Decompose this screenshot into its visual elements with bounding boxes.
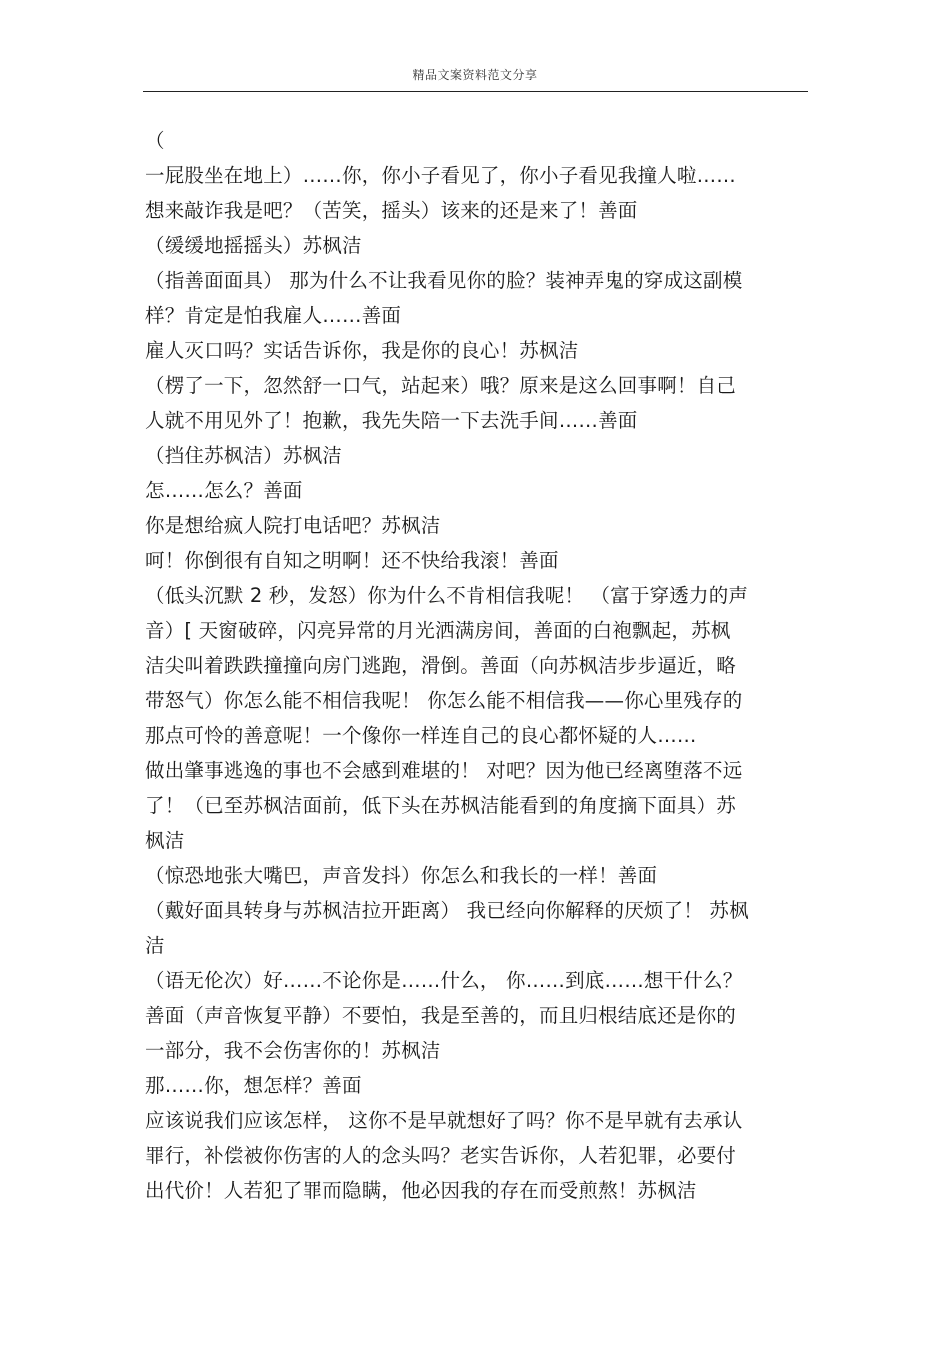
text-line: （ — [145, 129, 165, 152]
text-line: 那点可怜的善意呢！一个像你一样连自己的良心都怀疑的人…… — [145, 724, 697, 747]
text-line: 人就不用见外了！抱歉，我先失陪一下去洗手间……善面 — [145, 409, 638, 432]
text-line: （戴好面具转身与苏枫洁拉开距离） 我已经向你解释的厌烦了！ 苏枫 — [145, 899, 749, 922]
text-line: 雇人灭口吗？实话告诉你，我是你的良心！苏枫洁 — [145, 339, 579, 362]
text-line: 一屁股坐在地上）……你，你小子看见了，你小子看见我撞人啦…… — [145, 164, 737, 187]
text-line: （挡住苏枫洁）苏枫洁 — [145, 444, 343, 467]
page-header-title: 精品文案资料范文分享 — [412, 68, 538, 82]
text-line: 枫洁 — [145, 829, 185, 852]
text-line: 想来敲诈我是吧？（苦笑，摇头）该来的还是来了！善面 — [145, 199, 638, 222]
text-line: 你是想给疯人院打电话吧？苏枫洁 — [145, 514, 441, 537]
text-line: （缓缓地摇摇头）苏枫洁 — [145, 234, 362, 257]
text-line: 那……你，想怎样？善面 — [145, 1074, 362, 1097]
text-line: 善面（声音恢复平静）不要怕，我是至善的，而且归根结底还是你的 — [145, 1004, 737, 1027]
header-divider — [143, 91, 808, 92]
text-line: 做出肇事逃逸的事也不会感到难堪的！ 对吧？因为他已经离堕落不远 — [145, 759, 743, 782]
text-line: 带怒气）你怎么能不相信我呢！ 你怎么能不相信我——你心里残存的 — [145, 689, 743, 712]
text-line: （指善面面具） 那为什么不让我看见你的脸？装神弄鬼的穿成这副模 — [145, 269, 743, 292]
text-line: 怎……怎么？善面 — [145, 479, 303, 502]
text-line: 一部分，我不会伤害你的！苏枫洁 — [145, 1039, 441, 1062]
text-line: 了！（已至苏枫洁面前，低下头在苏枫洁能看到的角度摘下面具）苏 — [145, 794, 737, 817]
text-line: 洁尖叫着跌跌撞撞向房门逃跑，滑倒。善面（向苏枫洁步步逼近，略 — [145, 654, 737, 677]
document-body — [145, 123, 810, 1208]
text-line: （低头沉默 2 秒，发怒）你为什么不肯相信我呢！ （富于穿透力的声 — [145, 584, 749, 607]
text-line: 音）[ 天窗破碎，闪亮异常的月光洒满房间，善面的白袍飘起，苏枫 — [145, 619, 731, 642]
text-line: （楞了一下，忽然舒一口气，站起来）哦？原来是这么回事啊！自己 — [145, 374, 737, 397]
text-line: （语无伦次）好……不论你是……什么， 你……到底……想干什么？ — [145, 969, 743, 992]
text-line: 应该说我们应该怎样， 这你不是早就想好了吗？你不是早就有去承认 — [145, 1109, 743, 1132]
text-line: 样？肯定是怕我雇人……善面 — [145, 304, 402, 327]
text-line: 罪行，补偿被你伤害的人的念头吗？老实告诉你，人若犯罪，必要付 — [145, 1144, 737, 1167]
text-line: 呵！你倒很有自知之明啊！还不快给我滚！善面 — [145, 549, 559, 572]
text-line: 出代价！人若犯了罪而隐瞒，他必因我的存在而受煎熬！苏枫洁 — [145, 1179, 697, 1202]
text-line: 洁 — [145, 934, 165, 957]
text-line: （惊恐地张大嘴巴，声音发抖）你怎么和我长的一样！善面 — [145, 864, 658, 887]
